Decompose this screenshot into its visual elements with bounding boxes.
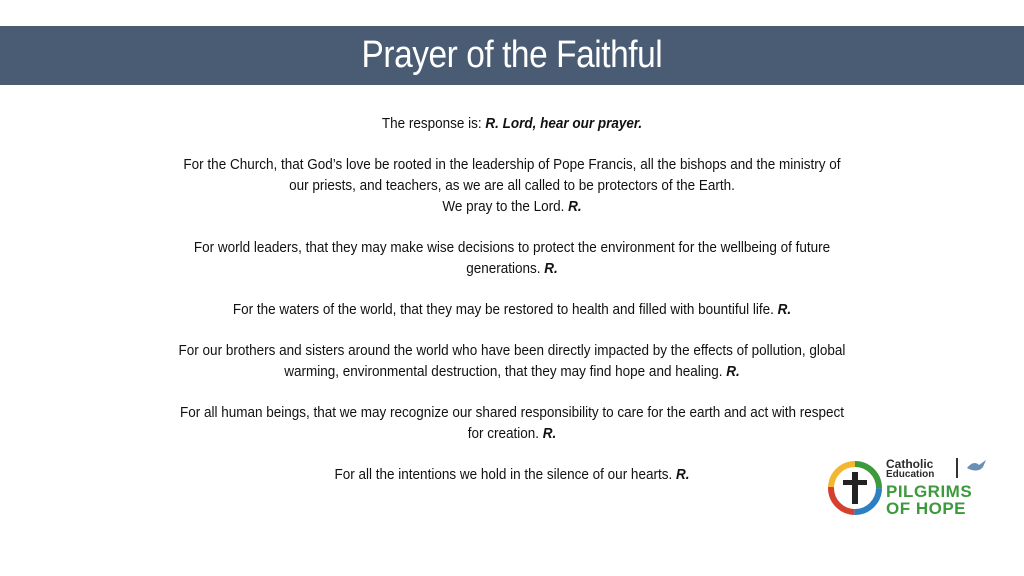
page-title: Prayer of the Faithful — [361, 34, 663, 76]
logo-text-education: Education — [886, 469, 935, 480]
intercession-text: For our brothers and sisters around the world who have been directly impacted by the effects of pollution, global warming, environmental destruction, that they may find hope and healing. — [178, 342, 846, 380]
intercession-3 — [177, 299, 847, 320]
response-mark: R. — [568, 198, 582, 215]
response-mark: R. — [777, 301, 792, 318]
logo-text-pilgrims: PILGRIMS — [886, 482, 973, 501]
intercession-2 — [177, 237, 847, 279]
intercession-text: For the waters of the world, that they may be restored to health and filled with bountiful life. — [232, 301, 778, 318]
intercession-text: For all human beings, that we may recognize our shared responsibility to care for the earth and act with respect for creation. — [179, 404, 845, 442]
logo-divider — [956, 458, 958, 478]
logo-text-catholic: Catholic — [886, 457, 934, 471]
intercession-4 — [177, 340, 847, 382]
response-line — [177, 113, 847, 134]
title-bar — [0, 26, 1024, 85]
intercession-text: For all the intentions we hold in the silence of our hearts. — [334, 466, 676, 483]
response-mark: R. — [544, 260, 558, 277]
response-mark: R. — [542, 425, 557, 442]
response-mark: R. — [726, 363, 740, 380]
intercession-6 — [177, 464, 847, 485]
dove-icon — [966, 458, 988, 474]
intercession-text: For world leaders, that they may make wise decisions to protect the environment for the wellbeing of future generations. — [193, 239, 831, 277]
cross-ring-logo-icon — [827, 460, 883, 516]
prayer-content — [140, 113, 884, 505]
intercession-text: For the Church, that God’s love be rooted in the leadership of Pope Francis, all the bishops and the ministry of our priests, and teachers, as we are all called to be protectors of the Earth. — [183, 156, 841, 194]
response-mark: R. — [675, 466, 690, 483]
intercession-1 — [177, 154, 847, 217]
response-intro: The response is: — [381, 115, 486, 132]
response-text: R. Lord, hear our prayer. — [485, 115, 643, 132]
pilgrims-of-hope-logo — [824, 456, 994, 520]
intercession-5 — [177, 402, 847, 444]
logo-text-of-hope: OF HOPE — [886, 499, 967, 518]
intercession-closing: We pray to the Lord. — [442, 198, 569, 215]
